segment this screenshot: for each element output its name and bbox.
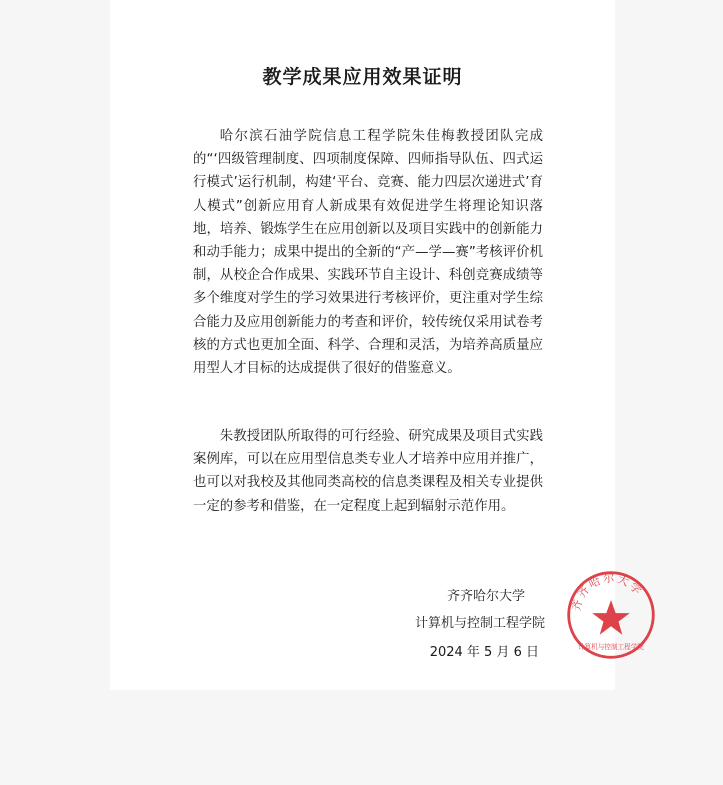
signature-date: 2024 年 5 月 6 日 xyxy=(429,645,539,660)
signature-college: 计算机与控制工程学院 xyxy=(414,616,545,631)
svg-text:齐齐哈尔大学: 齐齐哈尔大学 xyxy=(569,571,646,613)
signature-university: 齐齐哈尔大学 xyxy=(446,589,525,604)
official-seal xyxy=(564,568,658,662)
paragraph-1: 哈尔滨石油学院信息工程学院朱佳梅教授团队完成的“‘四级管理制度、四项制度保障、四师指导队伍、四式运行模式’运行机制，构建‘平台、竞赛、能力四层次递进式’育人模式”创新应用育人新成果有效促进学生将理论知识落地，培养、锻炼学生在应用创新以及项目实践中的创新能力和动手能力；成果中提出的全新的“产—学—赛”考核评价机制，从校企合作成果、实践环节自主设计、科创竞赛成绩等多个维度对学生的学习效果进行考核评价，更注重对学生综合能力及应用创新能力的考查和评价，较传统仅采用试卷考核的方式也更加全面、科学、合理和灵活，为培养高质量应用型人才目标的达成提供了很好的借鉴意义。 xyxy=(193,129,543,377)
document-page xyxy=(110,0,646,690)
svg-text:计算机与控制工程学院: 计算机与控制工程学院 xyxy=(578,642,644,651)
document-title: 教学成果应用效果证明 xyxy=(262,66,463,88)
paragraph-2: 朱教授团队所取得的可行经验、研究成果及项目式实践案例库，可以在应用型信息类专业人才培养中应用并推广，也可以对我校及其他同类高校的信息类课程及相关专业提供一定的参考和借鉴，在一定程度上起到辐射示范作用。 xyxy=(193,429,543,514)
